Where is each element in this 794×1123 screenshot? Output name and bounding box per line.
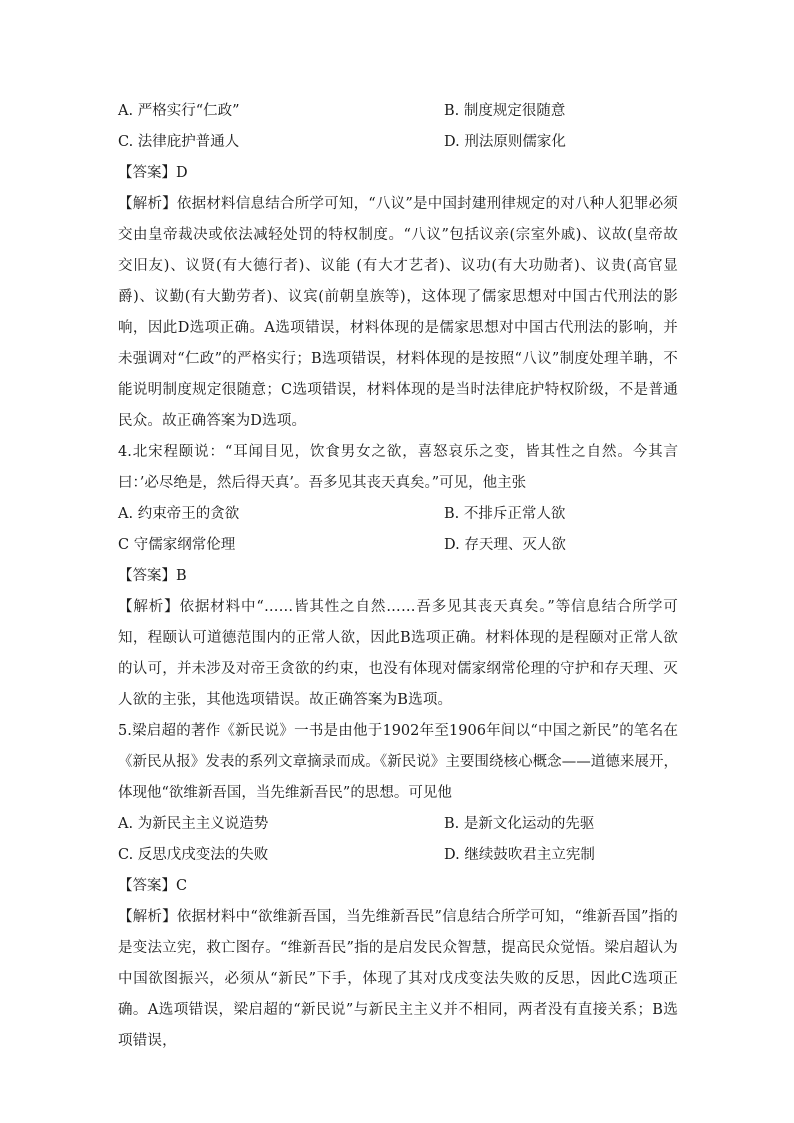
q4-option-a[interactable]: A. 约束帝王的贪欲: [118, 506, 240, 522]
q5-option-a[interactable]: A. 为新民主主义说造势: [118, 816, 269, 832]
q4-option-c[interactable]: C 守儒家纲常伦理: [118, 537, 236, 553]
q5-answer: 【答案】C: [118, 878, 188, 894]
q3-option-a[interactable]: A. 严格实行“仁政”: [118, 103, 240, 119]
q3-option-b[interactable]: B. 制度规定很随意: [444, 103, 566, 119]
document-page: [118, 96, 678, 1057]
q4-options-row-2: [118, 530, 678, 561]
q5-option-b[interactable]: B. 是新文化运动的先驱: [444, 816, 595, 832]
q4-stem: 4.北宋程颐说：“耳闻目见，饮食男女之欲，喜怒哀乐之变，皆其性之自然。今其言曰：’必尽绝是，然后得天真’。吾多见其丧天真矣。”可见，他主张: [118, 444, 678, 491]
q3-options-row-2: [118, 127, 678, 158]
q5-options-row-2: [118, 840, 678, 871]
q3-option-c[interactable]: C. 法律庇护普通人: [118, 134, 240, 150]
q3-analysis: 【解析】依据材料信息结合所学可知，“八议”是中国封建刑律规定的对八种人犯罪必须交由皇帝裁决或依法减轻处罚的特权制度。“八议”包括议亲(宗室外戚)、议故(皇帝故交旧友)、议贤(有大德行者)、议能 (有大才艺者)、议功(有大功勋者)、议贵(高官显爵)、议勤(有大勤劳者)、议宾(前朝皇族等)，这体现了儒家思想对中国古代刑法的影响，因此D选项正确。A选项错误，材料体现的是儒家思想对中国古代刑法的影响，并未强调对“仁政”的严格实行；B选项错误，材料体现的是按照“八议”制度处理羊聃，不能说明制度规定很随意；C选项错误，材料体现的是当时法律庇护特权阶级，不是普通民众。故正确答案为D选项。: [118, 196, 678, 429]
q3-options-row-1: [118, 96, 678, 127]
q4-analysis: 【解析】依据材料中“……皆其性之自然……吾多见其丧天真矣。”等信息结合所学可知，程颐认可道德范围内的正常人欲，因此B选项正确。材料体现的是程颐对正常人欲的认可，并未涉及对帝王贪欲的约束，也没有体现对儒家纲常伦理的守护和存天理、灭人欲的主张，其他选项错误。故正确答案为B选项。: [118, 599, 678, 708]
q5-option-c[interactable]: C. 反思戊戌变法的失败: [118, 847, 269, 863]
q5-options-row-1: [118, 809, 678, 840]
q5-analysis: 【解析】依据材料中“欲维新吾国，当先维新吾民”信息结合所学可知，“维新吾国”指的是变法立宪，救亡图存。“维新吾民”指的是启发民众智慧，提高民众觉悟。梁启超认为中国欲图振兴，必须从“新民”下手，体现了其对戊戌变法失败的反思，因此C选项正确。A选项错误，梁启超的“新民说”与新民主主义并不相同，两者没有直接关系；B选项错误，: [118, 909, 678, 1049]
q5-stem: 5.梁启超的著作《新民说》一书是由他于1902年至1906年间以“中国之新民”的笔名在《新民从报》发表的系列文章摘录而成。《新民说》主要围绕核心概念——道德来展开，体现他“欲维新吾国，当先维新吾民”的思想。可见他: [118, 723, 678, 801]
q3-answer: 【答案】D: [118, 165, 188, 181]
q4-option-d[interactable]: D. 存天理、灭人欲: [444, 537, 566, 553]
q3-option-d[interactable]: D. 刑法原则儒家化: [444, 134, 566, 150]
q5-option-d[interactable]: D. 继续鼓吹君主立宪制: [444, 847, 595, 863]
q4-answer: 【答案】B: [118, 568, 187, 584]
q4-option-b[interactable]: B. 不排斥正常人欲: [444, 506, 566, 522]
q4-options-row-1: [118, 499, 678, 530]
